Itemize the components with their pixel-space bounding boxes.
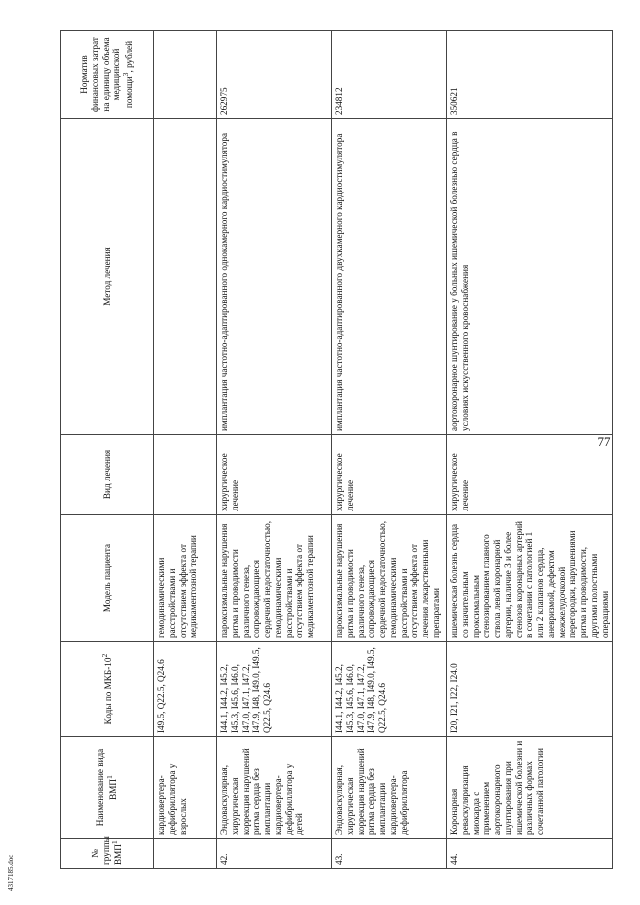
cell-name: кардиовертера-дефибриллятора у взрослых: [154, 737, 217, 839]
cell-method: имплантация частотно-адаптированного однокамерного кардиостимулятора: [217, 119, 332, 435]
cell-type: хирургическое лечение: [332, 435, 447, 515]
table-row: [332, 31, 447, 869]
vmp-table: [60, 30, 613, 869]
table-row: [217, 31, 332, 869]
cell-num: 42.: [217, 839, 332, 869]
cell-norm: 262975: [217, 31, 332, 119]
cell-method: аортокоронарное шунтирование у больных ишемической болезнью сердца в условиях искусственного кровоснабжения: [447, 119, 613, 435]
cell-codes: I44.1, I44.2, I45.2, I45.3, I45.6, I46.0, I47.0, I47.1, I47.2, I47.9, I48, I49.0, I49.5, Q22.5, Q24.6: [217, 642, 332, 737]
table-header-row: [61, 31, 154, 869]
cell-method: имплантация частотно-адаптированного двухкамерного кардиостимулятора: [332, 119, 447, 435]
cell-codes: I44.1, I44.2, I45.2, I45.3, I45.6, I46.0, I47.0, I47.1, I47.2, I47.9, I48, I49.0, I49.5, Q22.5, Q24.6: [332, 642, 447, 737]
header-model: Модель пациента: [61, 515, 154, 642]
cell-name: Эндоваскулярная, хирургическая коррекция нарушений ритма сердца без имплантации кардиовертера-дефибриллятора у детей: [217, 737, 332, 839]
cell-codes: I49.5, Q22.5, Q24.6: [154, 642, 217, 737]
header-method: Метод лечения: [61, 119, 154, 435]
cell-model: пароксизмальные нарушения ритма и проводимости различного генеза, сопровождающиеся сердечной недостаточностью, гемодинамическими расстройствами и отсутствием эффекта от медикаментозной терапии: [217, 515, 332, 642]
table-row: [154, 31, 217, 869]
cell-num: [154, 839, 217, 869]
header-type: Вид лечения: [61, 435, 154, 515]
cell-model: ишемическая болезнь сердца со значительным проксимальным стенозированием главного ствола левой коронарной артерии, наличие 3 и более стенозов коронарных артерий в сочетании с патологией 1 или 2 клапанов сердца, аневризмой, дефектом межжелудочковой перегородки, нарушениями ритма и проводимости, другими полостными операциями: [447, 515, 613, 642]
cell-type: [154, 435, 217, 515]
footer-doc-name: 4317185.doc: [7, 854, 15, 891]
page-number: 77: [597, 434, 611, 449]
cell-type: хирургическое лечение: [447, 435, 613, 515]
cell-num: 43.: [332, 839, 447, 869]
cell-num: 44.: [447, 839, 613, 869]
cell-type: хирургическое лечение: [217, 435, 332, 515]
cell-model: пароксизмальные нарушения ритма и проводимости различного генеза, сопровождающиеся сердечной недостаточностью, гемодинамическими расстройствами и отсутствием эффекта от лечения лекарственными препаратами: [332, 515, 447, 642]
cell-norm: 234812: [332, 31, 447, 119]
header-norm: Норматив финансовых затрат на единицу объема медицинской помощи$^3$, рублей: [61, 31, 154, 119]
header-codes: Коды по МКБ-$10^2$: [61, 642, 154, 737]
cell-method: [154, 119, 217, 435]
cell-name: Эндоваскулярная, хирургическая коррекция нарушений ритма сердца без имплантации кардиовертера-дефибриллятора: [332, 737, 447, 839]
header-num: № группы ВМП$^1$: [61, 839, 154, 869]
cell-name: Коронарная реваскуляризация миокарда с применением аортокоронарного шунтирования при ишемической болезни и различных формах сочетанной патологии: [447, 737, 613, 839]
cell-codes: I20, I21, I22, I24.0: [447, 642, 613, 737]
cell-norm: 350621: [447, 31, 613, 119]
cell-model: гемодинамическими расстройствами и отсутствием эффекта от медикаментозной терапии: [154, 515, 217, 642]
header-name: Наименование вида ВМП$^1$: [61, 737, 154, 839]
cell-norm: [154, 31, 217, 119]
